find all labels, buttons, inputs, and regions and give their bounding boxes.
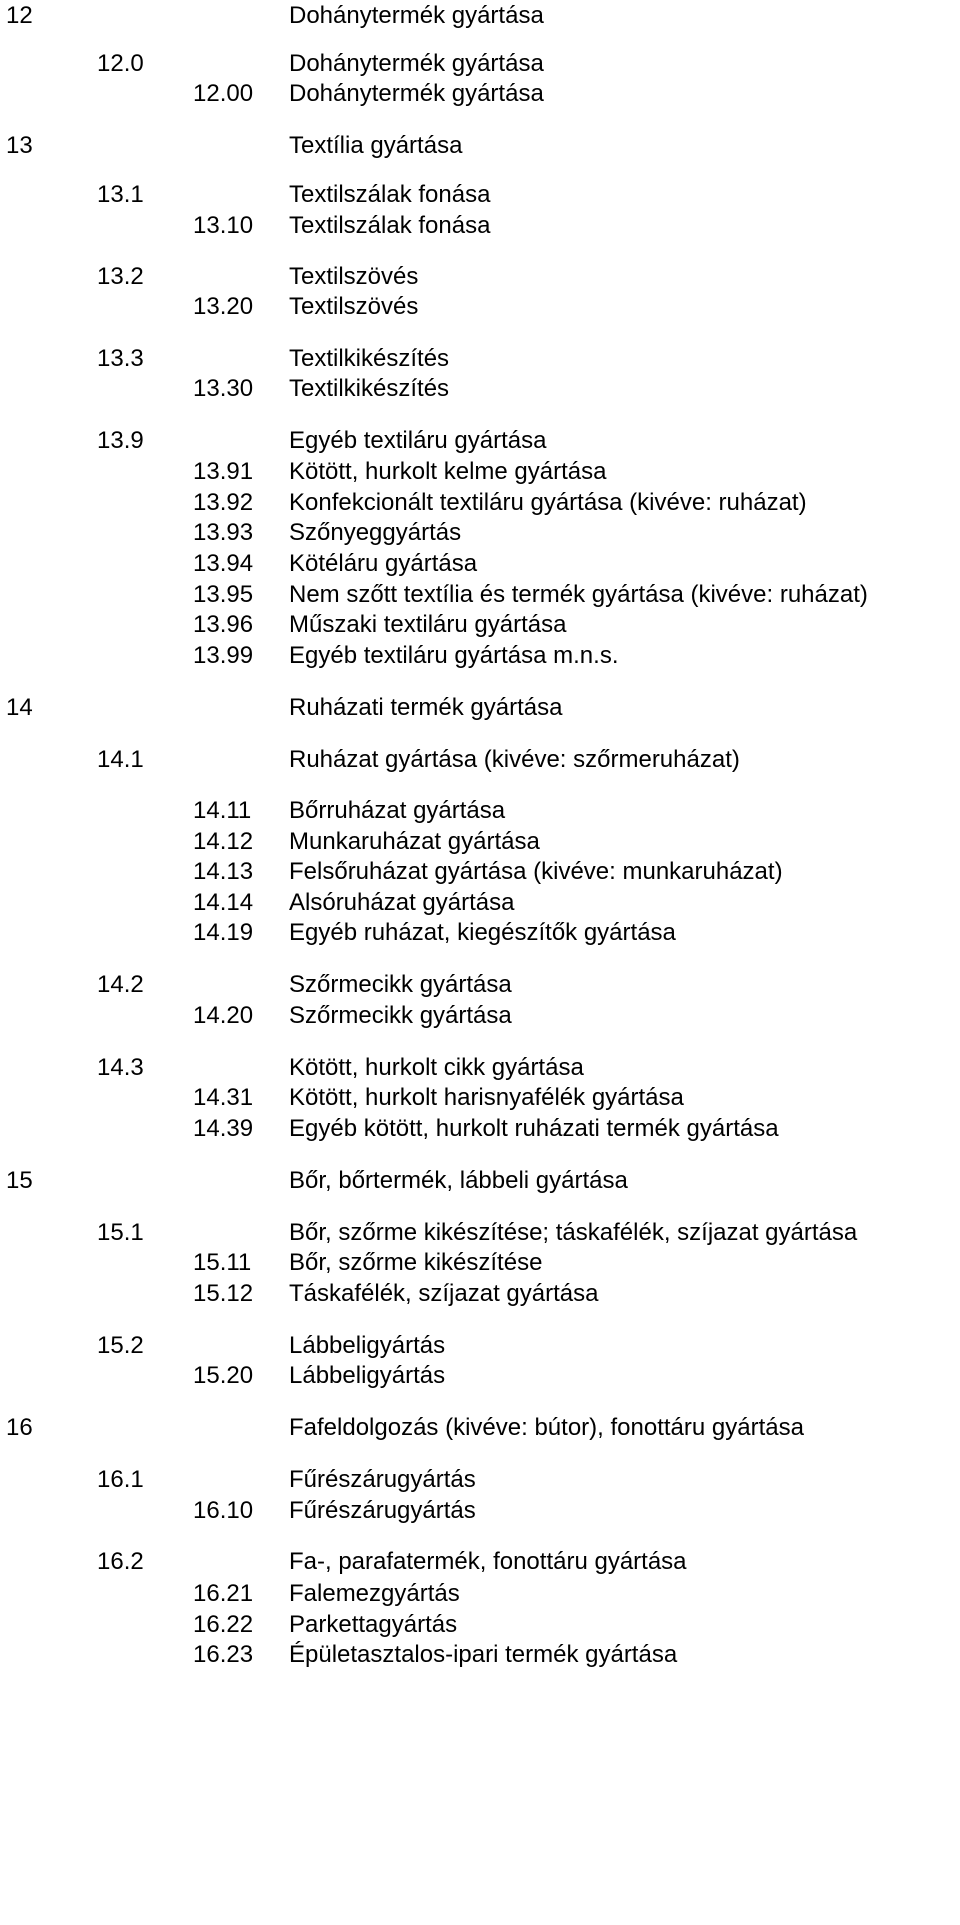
list-item xyxy=(0,888,960,918)
list-item xyxy=(0,1640,960,1670)
item-label: Fűrészárugyártás xyxy=(289,1497,476,1524)
item-label: Konfekcionált textiláru gyártása (kivéve: ruházat) xyxy=(289,489,807,516)
list-item xyxy=(0,641,960,671)
item-label: Ruházati termék gyártása xyxy=(289,694,563,721)
list-item xyxy=(0,518,960,548)
list-item xyxy=(0,1610,960,1640)
item-label: Szőnyeggyártás xyxy=(289,519,462,546)
list-item xyxy=(0,426,960,456)
item-code: 13.20 xyxy=(193,293,254,320)
list-item xyxy=(0,1496,960,1526)
item-code: 13.10 xyxy=(193,212,254,239)
list-item xyxy=(0,857,960,887)
item-code: 16.10 xyxy=(193,1497,254,1524)
item-code: 13.96 xyxy=(193,611,254,638)
item-code: 13 xyxy=(6,132,33,159)
item-code: 16.21 xyxy=(193,1580,254,1607)
item-label: Textilkikészítés xyxy=(289,345,450,372)
list-item xyxy=(0,49,960,79)
item-label: Épületasztalos-ipari termék gyártása xyxy=(289,1641,678,1668)
list-item xyxy=(0,1001,960,1031)
item-code: 14 xyxy=(6,694,33,721)
item-code: 16.2 xyxy=(97,1548,144,1575)
item-code: 14.20 xyxy=(193,1002,254,1029)
item-code: 13.92 xyxy=(193,489,254,516)
list-item xyxy=(0,580,960,610)
item-label: Ruházat gyártása (kivéve: szőrmeruházat) xyxy=(289,746,740,773)
list-item xyxy=(0,1,960,31)
item-label: Dohánytermék gyártása xyxy=(289,80,544,107)
item-code: 13.94 xyxy=(193,550,254,577)
item-label: Felsőruházat gyártása (kivéve: munkaruházat) xyxy=(289,858,783,885)
item-code: 14.39 xyxy=(193,1115,254,1142)
item-code: 13.95 xyxy=(193,581,254,608)
item-label: Dohánytermék gyártása xyxy=(289,50,544,77)
item-label: Textilszálak fonása xyxy=(289,212,491,239)
list-item xyxy=(0,693,960,723)
item-code: 14.3 xyxy=(97,1054,144,1081)
item-label: Szőrmecikk gyártása xyxy=(289,971,512,998)
item-code: 13.9 xyxy=(97,427,144,454)
item-code: 13.91 xyxy=(193,458,254,485)
item-code: 14.12 xyxy=(193,828,254,855)
item-label: Kötött, hurkolt harisnyafélék gyártása xyxy=(289,1084,684,1111)
list-item xyxy=(0,1248,960,1278)
item-code: 12.00 xyxy=(193,80,254,107)
item-label: Nem szőtt textília és termék gyártása (kivéve: ruházat) xyxy=(289,581,868,608)
item-code: 16.23 xyxy=(193,1641,254,1668)
item-code: 14.31 xyxy=(193,1084,254,1111)
list-item xyxy=(0,211,960,241)
item-label: Fa-, parafatermék, fonottáru gyártása xyxy=(289,1548,687,1575)
list-item xyxy=(0,1579,960,1609)
list-item xyxy=(0,745,960,775)
list-item xyxy=(0,1218,960,1248)
item-code: 14.19 xyxy=(193,919,254,946)
list-item xyxy=(0,970,960,1000)
item-code: 15 xyxy=(6,1167,33,1194)
item-code: 15.20 xyxy=(193,1362,254,1389)
item-label: Egyéb textiláru gyártása m.n.s. xyxy=(289,642,619,669)
list-item xyxy=(0,344,960,374)
item-label: Lábbeligyártás xyxy=(289,1362,446,1389)
item-code: 16 xyxy=(6,1414,33,1441)
item-code: 14.1 xyxy=(97,746,144,773)
list-item xyxy=(0,549,960,579)
item-code: 14.14 xyxy=(193,889,254,916)
item-code: 14.11 xyxy=(193,797,252,824)
list-item xyxy=(0,1361,960,1391)
list-item xyxy=(0,1279,960,1309)
list-item xyxy=(0,457,960,487)
item-label: Alsóruházat gyártása xyxy=(289,889,515,916)
item-label: Műszaki textiláru gyártása xyxy=(289,611,567,638)
item-code: 13.2 xyxy=(97,263,144,290)
list-item xyxy=(0,1547,960,1577)
item-code: 15.11 xyxy=(193,1249,252,1276)
list-item xyxy=(0,1114,960,1144)
item-label: Falemezgyártás xyxy=(289,1580,460,1607)
item-label: Textilszálak fonása xyxy=(289,181,491,208)
list-item xyxy=(0,374,960,404)
item-label: Textilszövés xyxy=(289,263,419,290)
list-item xyxy=(0,1053,960,1083)
list-item xyxy=(0,1166,960,1196)
list-item xyxy=(0,488,960,518)
item-label: Egyéb kötött, hurkolt ruházati termék gyártása xyxy=(289,1115,779,1142)
list-item xyxy=(0,180,960,210)
list-item xyxy=(0,262,960,292)
item-label: Munkaruházat gyártása xyxy=(289,828,540,855)
item-code: 12 xyxy=(6,2,33,29)
list-item xyxy=(0,610,960,640)
item-code: 14.13 xyxy=(193,858,254,885)
list-item xyxy=(0,1083,960,1113)
item-label: Parkettagyártás xyxy=(289,1611,458,1638)
list-item xyxy=(0,827,960,857)
item-label: Bőr, szőrme kikészítése; táskafélék, szíjazat gyártása xyxy=(289,1219,858,1246)
item-label: Textilkikészítés xyxy=(289,375,450,402)
item-label: Lábbeligyártás xyxy=(289,1332,446,1359)
item-code: 13.3 xyxy=(97,345,144,372)
item-code: 15.1 xyxy=(97,1219,144,1246)
item-label: Egyéb textiláru gyártása xyxy=(289,427,547,454)
item-label: Szőrmecikk gyártása xyxy=(289,1002,512,1029)
item-label: Textília gyártása xyxy=(289,132,463,159)
item-label: Textilszövés xyxy=(289,293,419,320)
item-code: 14.2 xyxy=(97,971,144,998)
list-item xyxy=(0,292,960,322)
item-code: 13.99 xyxy=(193,642,254,669)
item-code: 16.22 xyxy=(193,1611,254,1638)
item-label: Kötéláru gyártása xyxy=(289,550,478,577)
list-item xyxy=(0,1465,960,1495)
list-item xyxy=(0,131,960,161)
item-label: Dohánytermék gyártása xyxy=(289,2,544,29)
list-item xyxy=(0,79,960,109)
item-code: 15.12 xyxy=(193,1280,254,1307)
item-code: 16.1 xyxy=(97,1466,144,1493)
item-label: Bőrruházat gyártása xyxy=(289,797,506,824)
item-code: 15.2 xyxy=(97,1332,144,1359)
item-code: 13.93 xyxy=(193,519,254,546)
list-item xyxy=(0,1413,960,1443)
item-code: 13.30 xyxy=(193,375,254,402)
item-label: Kötött, hurkolt cikk gyártása xyxy=(289,1054,584,1081)
item-code: 13.1 xyxy=(97,181,144,208)
item-label: Fűrészárugyártás xyxy=(289,1466,476,1493)
item-label: Bőr, bőrtermék, lábbeli gyártása xyxy=(289,1167,628,1194)
item-label: Kötött, hurkolt kelme gyártása xyxy=(289,458,607,485)
item-label: Bőr, szőrme kikészítése xyxy=(289,1249,543,1276)
item-label: Fafeldolgozás (kivéve: bútor), fonottáru gyártása xyxy=(289,1414,804,1441)
item-label: Egyéb ruházat, kiegészítők gyártása xyxy=(289,919,676,946)
list-item xyxy=(0,796,960,826)
item-code: 12.0 xyxy=(97,50,144,77)
list-item xyxy=(0,918,960,948)
item-label: Táskafélék, szíjazat gyártása xyxy=(289,1280,599,1307)
list-item xyxy=(0,1331,960,1361)
